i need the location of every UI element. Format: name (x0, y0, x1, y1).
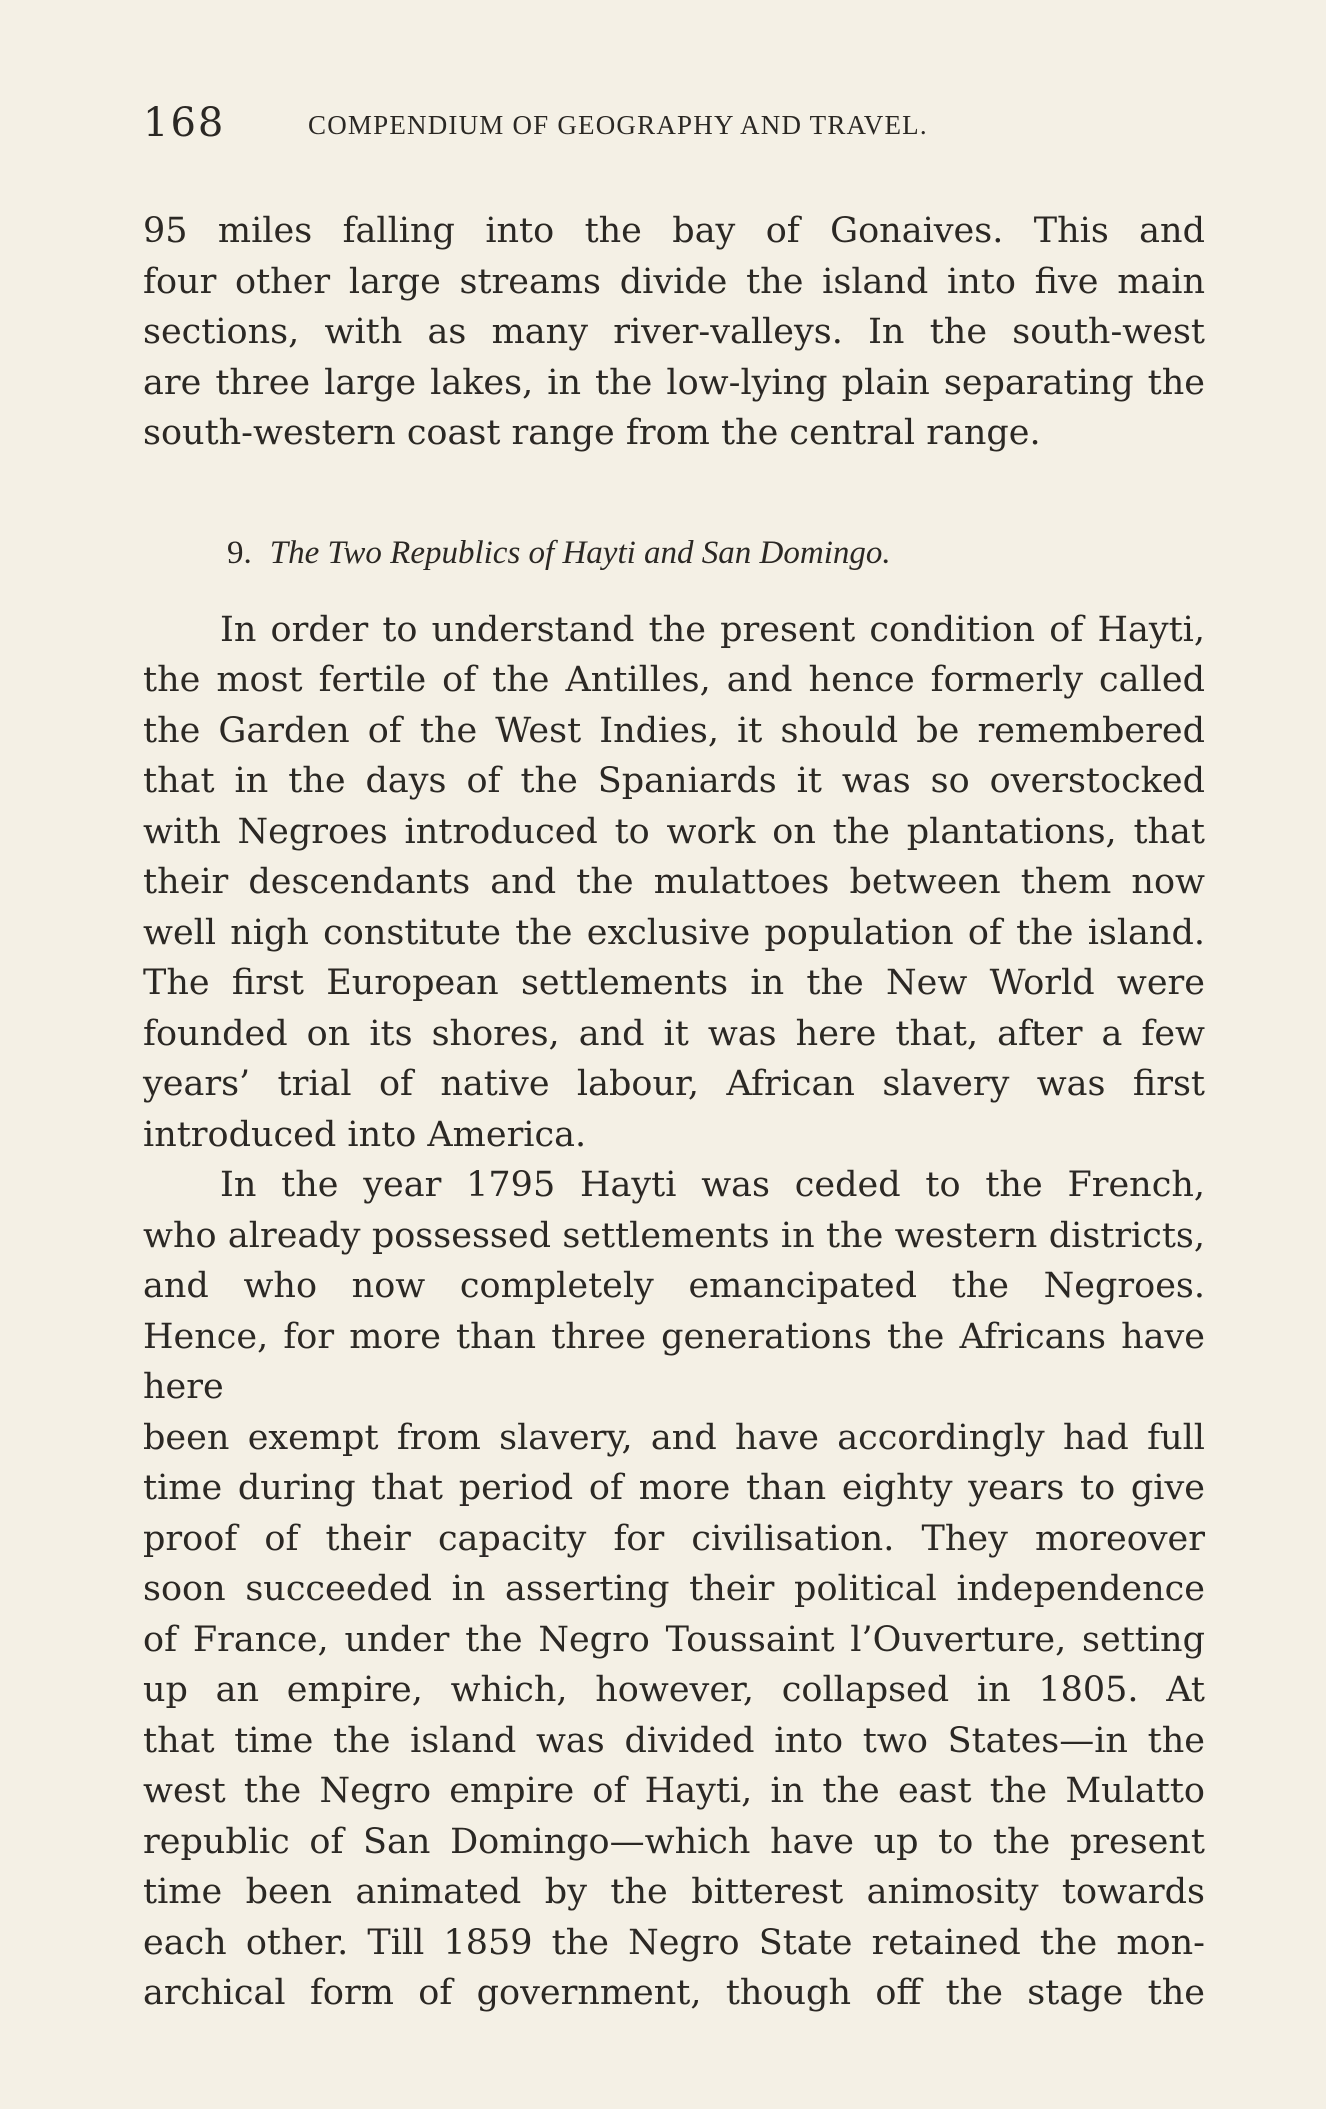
text-line: In order to understand the present condition of Hayti, (220, 609, 1205, 650)
running-title: COMPENDIUM OF GEOGRAPHY AND TRAVEL. (308, 110, 928, 140)
text-line: founded on its shores, and it was here that, after a few (143, 1013, 1205, 1054)
text-line: the most fertile of the Antilles, and hence formerly called (143, 660, 1205, 700)
text-line: that time the island was divided into two States—in the (143, 1720, 1205, 1761)
text-line: Hence, for more than three generations the Africans have here (143, 1316, 1205, 1407)
text-line: and who now completely emancipated the Negroes. (143, 1266, 1205, 1306)
text-line: their descendants and the mulattoes between them now (143, 862, 1205, 902)
text-line: 95 miles falling into the bay of Gonaives. This and (143, 211, 1205, 251)
paragraph-hayti-condition (143, 605, 1205, 1161)
text-line: soon succeeded in asserting their political independence (143, 1569, 1205, 1609)
text-line: are three large lakes, in the low-lying plain separating the (143, 362, 1205, 403)
text-line: south-western coast range from the central range. (143, 413, 1041, 453)
text-line: In the year 1795 Hayti was ceded to the French, (220, 1165, 1205, 1205)
section-heading (143, 531, 1205, 575)
text-line: years’ trial of native labour, African slavery was first (143, 1064, 1205, 1104)
text-line: time been animated by the bitterest animosity towards (143, 1872, 1205, 1912)
text-line: time during that period of more than eighty years to give (143, 1468, 1205, 1508)
text-line: west the Negro empire of Hayti, in the east the Mulatto (143, 1771, 1205, 1811)
text-line: each other. Till 1859 the Negro State retained the mon- (143, 1922, 1205, 1963)
page-number: 168 (143, 100, 226, 146)
running-head (143, 100, 1205, 160)
text-line: been exempt from slavery, and have accordingly had full (143, 1417, 1205, 1458)
text-line: who already possessed settlements in the western districts, (143, 1215, 1205, 1256)
text-line: with Negroes introduced to work on the plantations, that (143, 811, 1205, 852)
text-line: the Garden of the West Indies, it should be remembered (143, 710, 1205, 751)
text-line: sections, with as many river-valleys. In the south-west (143, 312, 1205, 352)
text-line: republic of San Domingo—which have up to the present (143, 1821, 1205, 1862)
book-page (143, 100, 1205, 2019)
text-line: archical form of government, though off the stage the (143, 1973, 1205, 2013)
section-title: The Two Republics of Hayti and San Domingo. (269, 534, 891, 571)
text-line: well nigh constitute the exclusive population of the island. (143, 912, 1205, 953)
text-line: that in the days of the Spaniards it was so overstocked (143, 761, 1205, 801)
paragraph-continuation (143, 206, 1205, 459)
text-line: introduced into America. (143, 1114, 587, 1155)
paragraph-ceded-to-french (143, 1160, 1205, 2019)
section-number: 9. (227, 534, 252, 571)
text-line: up an empire, which, however, collapsed in 1805. At (143, 1670, 1205, 1710)
text-line: proof of their capacity for civilisation. They moreover (143, 1518, 1205, 1559)
text-line: four other large streams divide the island into five main (143, 261, 1205, 302)
text-line: of France, under the Negro Toussaint l’Ouverture, setting (143, 1619, 1205, 1660)
text-line: The first European settlements in the New World were (143, 963, 1205, 1003)
